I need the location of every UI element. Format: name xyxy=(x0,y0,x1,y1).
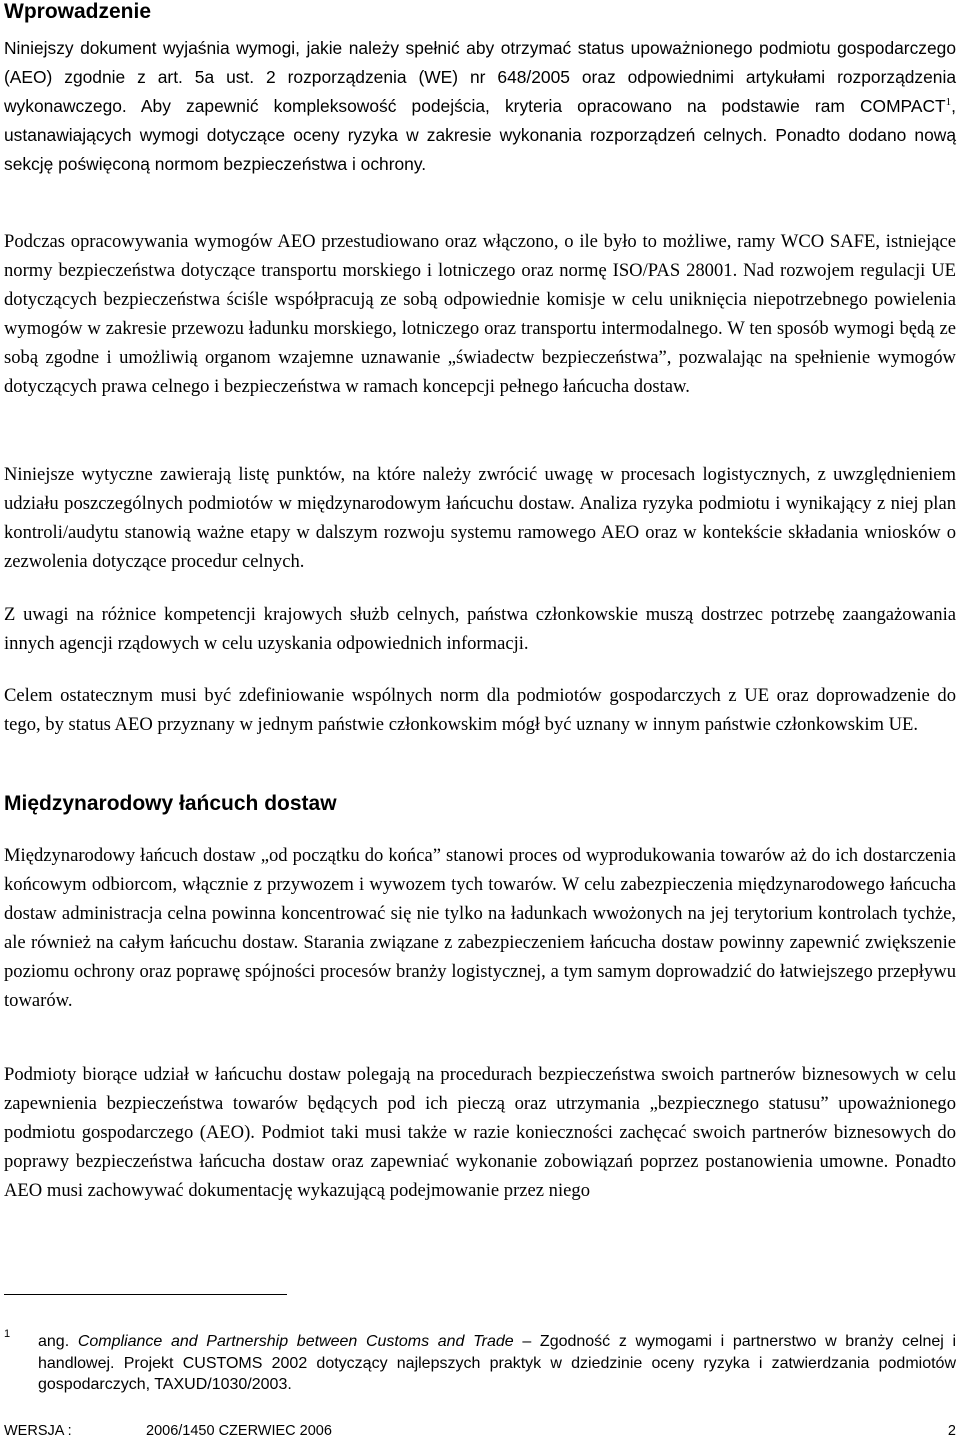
section-heading-supply-chain: Międzynarodowy łańcuch dostaw xyxy=(4,792,337,815)
intro-paragraph-4: Z uwagi na różnice kompetencji krajowych służb celnych, państwa członkowskie muszą dostrzec potrzebę zaangażowania innych agencji rządowych w celu uzyskania odpowiednich informacji. xyxy=(4,604,956,655)
footer-doc-ref: 2006/1450 CZERWIEC 2006 xyxy=(146,1423,332,1439)
page-footer xyxy=(4,1422,956,1440)
footnote-italic-title: Compliance and Partnership between Customs and Trade xyxy=(77,1333,514,1350)
intro-paragraph-1-part-b: , ustanawiających wymogi dotyczące oceny ryzyka w zakresie wykonania rozporządzeń celnych. Ponadto dodano nową sekcję poświęconą normom bezpieczeństwa i ochrony. xyxy=(4,96,956,175)
footnote-ref-1: 1 xyxy=(945,96,952,108)
intro-paragraph-3: Niniejsze wytyczne zawierają listę punktów, na które należy zwrócić uwagę w procesach logistycznych, z uwzględnieniem udziału poszczególnych podmiotów w międzynarodowym łańcuchu dostaw. Analiza ryzyka podmiotu i wynikający z niej plan kontroli/audytu stanowią ważne etapy w dalszym rozwoju systemu ramowego AEO oraz w kontekście składania wniosków o zezwolenia dotyczące procedur celnych. xyxy=(4,464,956,573)
intro-paragraph-2: Podczas opracowywania wymogów AEO przestudiowano oraz włączono, o ile było to możliwe, ramy WCO SAFE, istniejące normy bezpieczeństwa dotyczące transportu morskiego i lotniczego oraz normę ISO/PAS 28001. Nad rozwojem regulacji UE dotyczących bezpieczeństwa ściśle współpracują ze sobą odpowiednie komisje w celu uniknięcia niepotrzebnego powielenia wymogów w zakresie przewozu ładunku morskiego, lotniczego oraz transportu intermodalnego. W ten sposób wymogi będą ze sobą zgodne i umożliwią organom wzajemne uznawanie „świadectw bezpieczeństwa”, pozwalając na spełnienie wymogów dotyczących prawa celnego i bezpieczeństwa w ramach koncepcji pełnego łańcucha dostaw. xyxy=(4,231,956,398)
intro-paragraph-1 xyxy=(4,34,956,179)
intro-paragraph-1-part-a: Niniejszy dokument wyjaśnia wymogi, jakie należy spełnić aby otrzymać status upoważnionego podmiotu gospodarczego (AEO) zgodnie z art. 5a ust. 2 rozporządzenia (WE) nr 648/2005 oraz odpowiednimi artykułami rozporządzenia wykonawczego. Aby zapewnić kompleksowość podejścia, kryteria opracowano na podstawie ram COMPACT xyxy=(4,38,956,117)
supply-chain-paragraph-2: Podmioty biorące udział w łańcuchu dostaw polegają na procedurach bezpieczeństwa swoich partnerów biznesowych w celu zapewnienia bezpieczeństwa towarów będących pod ich pieczą oraz utrzymania „bezpiecznego statusu” upoważnionego podmiotu gospodarczego (AEO). Podmiot taki musi także w razie konieczności zachęcać swoich partnerów biznesowych do poprawy bezpieczeństwa łańcucha dostaw oraz zapewniać wykonanie zobowiązań poprzez postanowienia umowne. Ponadto AEO musi zachowywać dokumentację wykazującą podejmowanie przez niego xyxy=(4,1064,956,1202)
supply-chain-paragraph-1: Międzynarodowy łańcuch dostaw „od początku do końca” stanowi proces od wyprodukowania towarów aż do ich dostarczenia końcowym odbiorcom, włącznie z przywozem i wywozem tych towarów. W celu zabezpieczenia międzynarodowego łańcucha dostaw administracja celna powinna koncentrować się nie tylko na ładunkach wwożonych na jej terytorium kontrolach tychże, ale również na całym łańcuchu dostaw. Starania związane z zabezpieczeniem łańcucha dostaw powinny zapewnić zwiększenie poziomu ochrony oraz poprawę spójności procesów branży logistycznej, a tym samym doprowadzić do łatwiejszego przepływu towarów. xyxy=(4,845,956,1012)
footnote-divider xyxy=(4,1294,287,1295)
footnote-prefix: ang. xyxy=(38,1333,78,1350)
intro-paragraph-5: Celem ostatecznym musi być zdefiniowanie wspólnych norm dla podmiotów gospodarczych z UE oraz doprowadzenie do tego, by status AEO przyznany w jednym państwie członkowskim mógł być uznany w innym państwie członkowskim UE. xyxy=(4,685,956,736)
footnote-text xyxy=(38,1331,956,1396)
footnote-rest: – Zgodność z wymogami i partnerstwo w branży celnej i handlowej. Projekt CUSTOMS 2002 dotyczący najlepszych praktyk w dziedzinie oceny ryzyka i zatwierdzania podmiotów gospodarczych, TAXUD/1030/2003. xyxy=(38,1333,957,1393)
footer-page-number: 2 xyxy=(947,1423,956,1439)
footnote-number: 1 xyxy=(4,1328,11,1340)
section-heading-introduction: Wprowadzenie xyxy=(4,0,152,23)
footer-version-label: WERSJA : xyxy=(4,1423,72,1439)
